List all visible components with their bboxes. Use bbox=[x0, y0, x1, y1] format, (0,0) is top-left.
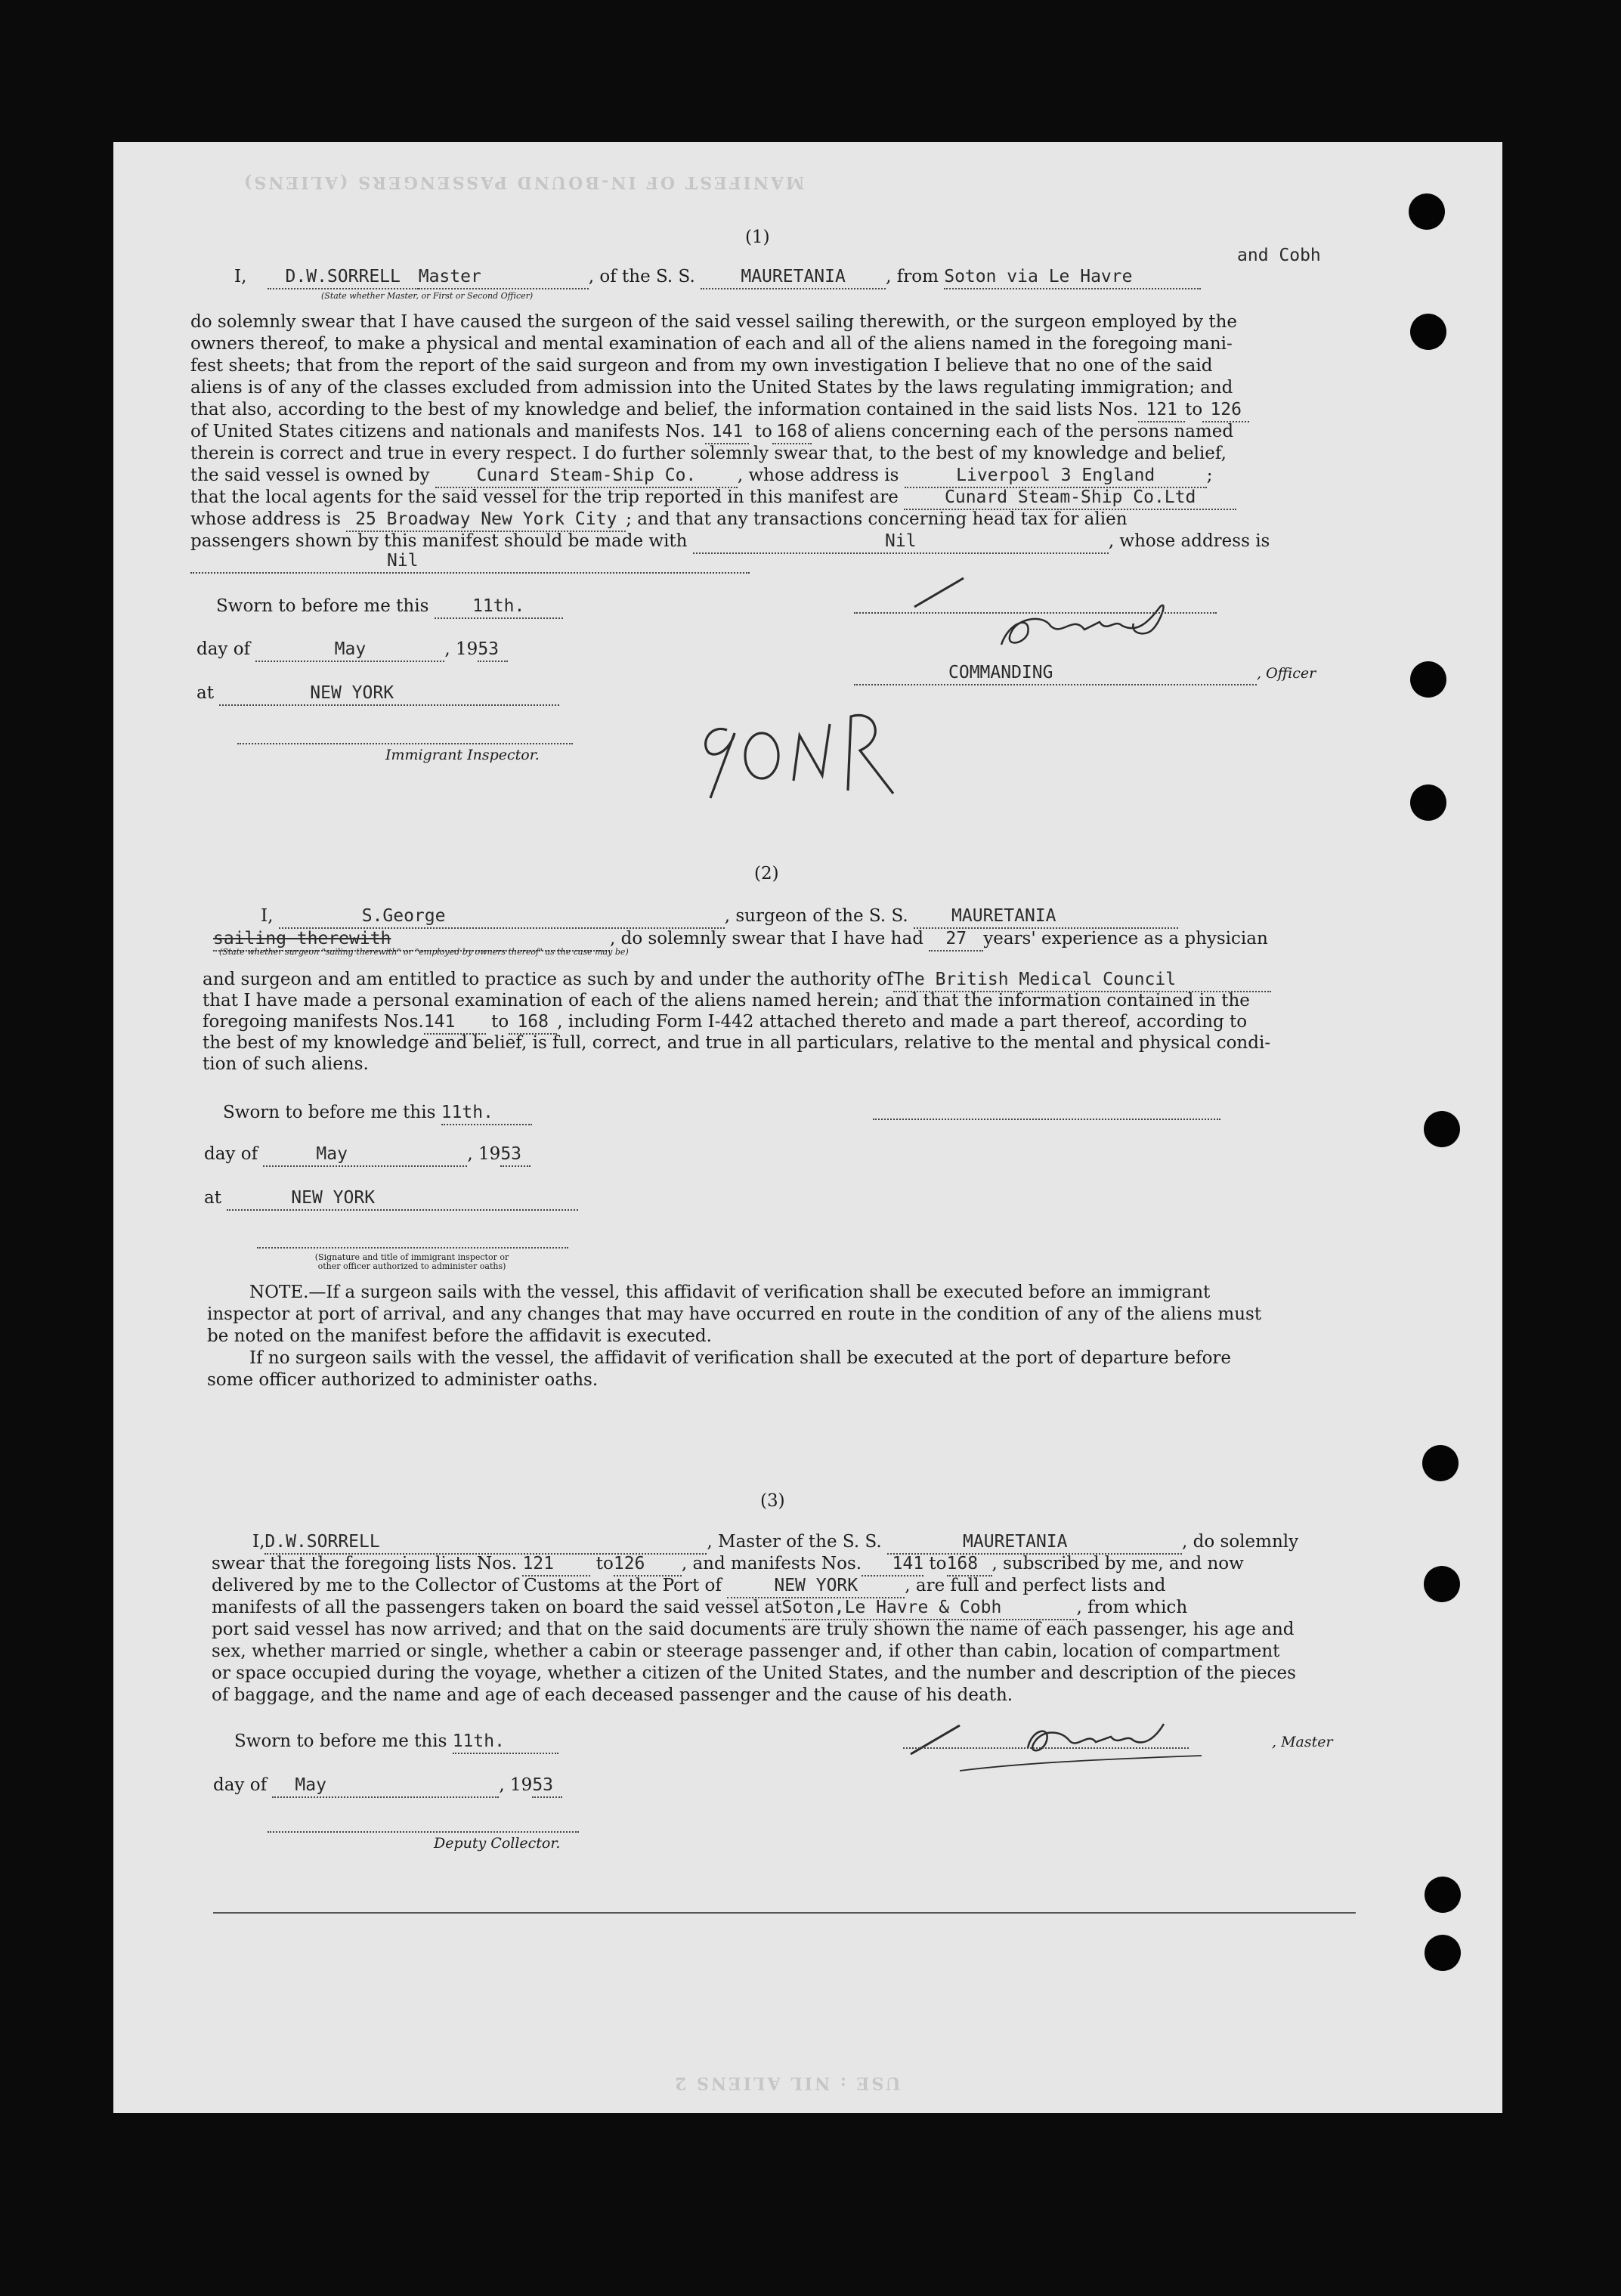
bleed-through-text: USE : NIL ALIENS 2 bbox=[673, 2073, 901, 2093]
section-1-line-1: I, D.W.SORRELL Master , of the S. S. MAURETANIA , from Soton via Le Havre bbox=[234, 266, 1201, 289]
port-field-3[interactable]: NEW YORK bbox=[727, 1575, 905, 1598]
manifests-from-field-3[interactable]: 141 bbox=[862, 1553, 923, 1577]
sworn-line-3: Sworn to before me this 11th. bbox=[234, 1731, 558, 1754]
sworn-line-2: Sworn to before me this 11th. bbox=[223, 1102, 532, 1125]
head-tax-address-field[interactable]: Nil bbox=[190, 550, 750, 574]
sworn-date-field-3[interactable]: 11th. bbox=[453, 1731, 558, 1754]
embark-ports-field-3[interactable]: Soton,Le Havre & Cobh bbox=[782, 1597, 1077, 1620]
master-signature-1 bbox=[880, 562, 1236, 652]
section-2-body-line: the best of my knowledge and belief, is full, correct, and true in all particulars, relative to the mental and physical condi- bbox=[203, 1033, 1271, 1053]
officer-signature-line bbox=[854, 612, 1217, 614]
officer-title-line: COMMANDING , Officer bbox=[854, 662, 1316, 685]
day-line-3: day of May , 1953 bbox=[213, 1775, 562, 1798]
master-title-field[interactable]: Master bbox=[419, 266, 589, 289]
section-1-body-line: that also, according to the best of my knowledge and belief, the information contained in the said lists Nos. 121 to 126 bbox=[190, 399, 1249, 422]
ship-name-field[interactable]: MAURETANIA bbox=[701, 266, 886, 289]
ship-name-field-3[interactable]: MAURETANIA bbox=[887, 1531, 1182, 1555]
authority-field[interactable]: The British Medical Council bbox=[893, 969, 1271, 992]
section-1-body-line: aliens is of any of the classes excluded from admission into the United States by the laws regulating immigration; and bbox=[190, 378, 1233, 398]
punch-hole bbox=[1410, 661, 1446, 698]
punch-hole bbox=[1410, 784, 1446, 821]
section-2-line-2: sailing therewith , do solemnly swear that I have had 27 years' experience as a physician bbox=[213, 928, 1268, 952]
departure-port-field[interactable]: Soton via Le Havre bbox=[944, 266, 1201, 289]
punch-hole bbox=[1425, 1935, 1461, 1971]
head-tax-address-line bbox=[190, 550, 750, 574]
manifests-to-field-3[interactable]: 168 bbox=[947, 1553, 992, 1577]
surgeon-ship-field[interactable]: MAURETANIA bbox=[914, 905, 1178, 929]
surgeon-name-field[interactable]: S.George bbox=[279, 905, 725, 929]
year-field-2[interactable]: 53 bbox=[500, 1143, 531, 1167]
month-field-2[interactable]: May bbox=[263, 1143, 467, 1167]
month-field-3[interactable]: May bbox=[272, 1775, 499, 1798]
port-addition: and Cobh bbox=[1237, 246, 1321, 265]
surgeon-signature-line bbox=[873, 1119, 1220, 1120]
section-1-number: (1) bbox=[745, 227, 770, 247]
section-3-line-4: manifests of all the passengers taken on board the said vessel atSoton,Le Havre & Cobh , from which bbox=[212, 1597, 1187, 1620]
section-3-body-line: port said vessel has now arrived; and that on the said documents are truly shown the name of each passenger, his age and bbox=[212, 1620, 1295, 1639]
lists-from-field[interactable]: 121 bbox=[1138, 399, 1185, 422]
at-line-1: at NEW YORK bbox=[196, 682, 559, 706]
lists-to-field-3[interactable]: 126 bbox=[614, 1553, 682, 1577]
immigrant-inspector-label: Immigrant Inspector. bbox=[385, 747, 540, 763]
at-line-2: at NEW YORK bbox=[204, 1187, 578, 1211]
sworn-date-field-1[interactable]: 11th. bbox=[435, 596, 563, 619]
section-1-body-line: fest sheets; that from the report of the said surgeon and from my own investigation I believe that no one of the said bbox=[190, 356, 1213, 376]
section-1-body-line: do solemnly swear that I have caused the surgeon of the said vessel sailing therewith, or the surgeon employed by the bbox=[190, 312, 1238, 332]
master-name-field[interactable]: D.W.SORRELL bbox=[268, 266, 419, 289]
punch-hole bbox=[1409, 193, 1445, 230]
punch-hole bbox=[1425, 1877, 1461, 1913]
note-paragraph-line: some officer authorized to administer oaths. bbox=[207, 1370, 599, 1390]
punch-hole bbox=[1424, 1111, 1460, 1147]
section-3-body-line: sex, whether married or single, whether a cabin or steerage passenger and, if other than cabin, location of compartment bbox=[212, 1642, 1280, 1661]
master-name-field-3[interactable]: D.W.SORRELL bbox=[264, 1531, 707, 1555]
section-1-body-line: owners thereof, to make a physical and mental examination of each and all of the aliens named in the foregoing mani- bbox=[190, 334, 1233, 354]
section-2-body-line: foregoing manifests Nos.141 to 168 , including Form I-442 attached thereto and made a part thereof, according to bbox=[203, 1011, 1247, 1035]
manifests-to-field[interactable]: 168 bbox=[772, 421, 812, 444]
section-2-body-line: tion of such aliens. bbox=[203, 1054, 369, 1074]
collector-signature-line bbox=[268, 1831, 579, 1833]
punch-hole bbox=[1410, 314, 1446, 350]
years-experience-field[interactable]: 27 bbox=[929, 928, 983, 952]
section-1-body-line: of United States citizens and nationals and manifests Nos. 141 to 168 of aliens concerning each of the persons named bbox=[190, 421, 1233, 444]
section-1-body-line: that the local agents for the said vessel for the trip reported in this manifest are Cunard Steam-Ship Co.Ltd bbox=[190, 487, 1236, 510]
punch-hole bbox=[1424, 1566, 1460, 1602]
manifest-affidavit-page bbox=[113, 142, 1502, 2113]
owner-address-field[interactable]: Liverpool 3 England bbox=[905, 465, 1207, 488]
section-2-number: (2) bbox=[754, 864, 779, 883]
surgeon-manifest-from-field[interactable]: 141 bbox=[424, 1011, 486, 1035]
section-3-body-line: of baggage, and the name and age of each deceased passenger and the cause of his death. bbox=[212, 1685, 1013, 1705]
note-paragraph-line: be noted on the manifest before the affidavit is executed. bbox=[207, 1326, 712, 1346]
surgeon-status-note: (State whether surgeon "sailing therewith" or "employed by owners thereof" as the case may be) bbox=[219, 947, 629, 957]
section-3-number: (3) bbox=[760, 1491, 785, 1511]
section-3-line-2: swear that the foregoing lists Nos. 121 to126 , and manifests Nos. 141 to168 , subscribed by me, and now bbox=[212, 1553, 1244, 1577]
bleed-through-text: MANIFEST OF IN-BOUND PASSENGERS (ALIENS) bbox=[242, 172, 805, 192]
master-label: , Master bbox=[1272, 1734, 1333, 1750]
agents-field[interactable]: Cunard Steam-Ship Co.Ltd bbox=[904, 487, 1236, 510]
section-1-body-line: whose address is 25 Broadway New York City ; and that any transactions concerning head tax for alien bbox=[190, 509, 1128, 532]
officer-title-field[interactable]: COMMANDING bbox=[854, 662, 1257, 685]
master-signature-3 bbox=[869, 1695, 1232, 1778]
section-3-body-line: or space occupied during the voyage, whether a citizen of the United States, and the number and description of the pieces bbox=[212, 1663, 1296, 1683]
section-1-body-line: the said vessel is owned by Cunard Steam-Ship Co. , whose address is Liverpool 3 England ; bbox=[190, 465, 1212, 488]
section-2-body-line: that I have made a personal examination of each of the aliens named herein; and that the information contained in the bbox=[203, 991, 1250, 1010]
surgeon-status-field[interactable]: sailing therewith bbox=[213, 928, 610, 952]
place-field-2[interactable]: NEW YORK bbox=[227, 1187, 578, 1211]
inspector-signature-line bbox=[237, 743, 573, 744]
lists-from-field-3[interactable]: 121 bbox=[522, 1553, 590, 1577]
note-paragraph-line: inspector at port of arrival, and any changes that may have occurred en route in the condition of any of the aliens must bbox=[207, 1304, 1262, 1324]
section-1-body-line: therein is correct and true in every respect. I do further solemnly swear that, to the best of my knowledge and belief, bbox=[190, 444, 1227, 463]
handwritten-code bbox=[688, 709, 907, 807]
master-signature-line-3 bbox=[903, 1747, 1189, 1749]
punch-hole bbox=[1422, 1445, 1459, 1481]
sworn-date-field-2[interactable]: 11th. bbox=[441, 1102, 532, 1125]
day-line-1: day of May , 1953 bbox=[196, 639, 508, 662]
section-2-line-1: I, S.George , surgeon of the S. S. MAURETANIA bbox=[261, 905, 1178, 929]
month-field-1[interactable]: May bbox=[255, 639, 444, 662]
note-paragraph-line: If no surgeon sails with the vessel, the affidavit of verification shall be executed at the port of departure before bbox=[249, 1348, 1232, 1368]
sworn-line-1: Sworn to before me this 11th. bbox=[216, 596, 563, 619]
year-field-3[interactable]: 53 bbox=[532, 1775, 562, 1798]
section-1-body-line: passengers shown by this manifest should be made with Nil , whose address is bbox=[190, 531, 1270, 554]
note-paragraph-line: NOTE.—If a surgeon sails with the vessel, this affidavit of verification shall be executed before an immigrant bbox=[249, 1283, 1211, 1302]
deputy-collector-label: Deputy Collector. bbox=[434, 1835, 561, 1852]
owner-field[interactable]: Cunard Steam-Ship Co. bbox=[435, 465, 738, 488]
section-2-body-line: and surgeon and am entitled to practice as such by and under the authority ofThe British Medical Council bbox=[203, 969, 1271, 992]
lists-to-field[interactable]: 126 bbox=[1202, 399, 1249, 422]
section-3-line-1: I,D.W.SORRELL , Master of the S. S. MAURETANIA , do solemnly bbox=[252, 1531, 1298, 1555]
manifests-from-field[interactable]: 141 bbox=[705, 421, 749, 444]
signature-title-note: (Signature and title of immigrant inspector or other officer authorized to administer oaths) bbox=[314, 1252, 509, 1271]
officer-rank-note: (State whether Master, or First or Second Officer) bbox=[321, 291, 534, 301]
inspector-signature-line-2 bbox=[257, 1247, 568, 1249]
bottom-rule bbox=[213, 1912, 1356, 1914]
surgeon-manifest-to-field[interactable]: 168 bbox=[509, 1011, 557, 1035]
year-field-1[interactable]: 53 bbox=[478, 639, 508, 662]
section-3-line-3: delivered by me to the Collector of Customs at the Port of NEW YORK , are full and perfect lists and bbox=[212, 1575, 1165, 1598]
agents-address-field[interactable]: 25 Broadway New York City bbox=[346, 509, 626, 532]
place-field-1[interactable]: NEW YORK bbox=[219, 682, 559, 706]
head-tax-field[interactable]: Nil bbox=[693, 531, 1109, 554]
day-line-2: day of May , 1953 bbox=[204, 1143, 531, 1167]
